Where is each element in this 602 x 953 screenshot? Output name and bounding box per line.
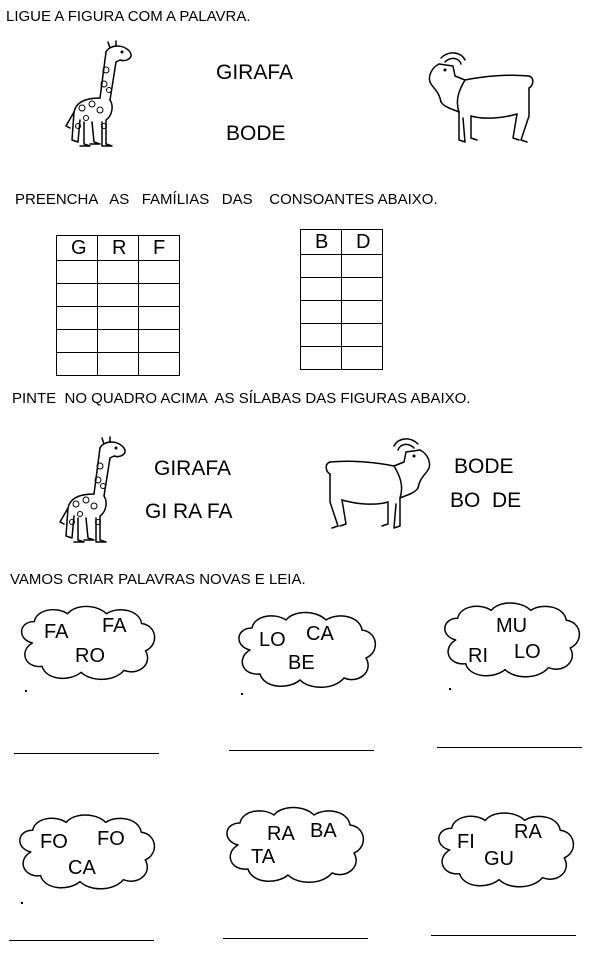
giraffe-image bbox=[62, 40, 138, 155]
table-cell[interactable] bbox=[57, 261, 98, 284]
table-header: B bbox=[301, 230, 342, 255]
table-cell[interactable] bbox=[139, 284, 180, 307]
consonant-table-grf bbox=[56, 235, 180, 376]
table-cell[interactable] bbox=[139, 353, 180, 376]
cloud-syllable: FO bbox=[40, 831, 68, 853]
word-girafa-2: GIRAFA bbox=[154, 457, 232, 480]
syllable-cloud bbox=[11, 812, 159, 892]
cloud-syllable: FI bbox=[457, 831, 475, 853]
cloud-syllable: CA bbox=[306, 623, 334, 645]
table-cell[interactable] bbox=[98, 284, 139, 307]
answer-line[interactable] bbox=[223, 938, 368, 939]
answer-line[interactable] bbox=[14, 753, 159, 754]
table-cell[interactable] bbox=[342, 301, 383, 324]
table-header: R bbox=[98, 236, 139, 261]
table-cell[interactable] bbox=[57, 284, 98, 307]
cloud-syllable: FO bbox=[97, 828, 125, 850]
table-cell[interactable] bbox=[301, 324, 342, 347]
word-bode-2: BODE bbox=[454, 455, 514, 478]
table-cell[interactable] bbox=[342, 255, 383, 278]
cloud-syllable: CA bbox=[68, 857, 96, 879]
table-cell[interactable] bbox=[57, 307, 98, 330]
table-header: G bbox=[57, 236, 98, 261]
instruction-families: PREENCHA AS FAMÍLIAS DAS CONSOANTES ABAIXO. bbox=[15, 191, 438, 208]
table-cell[interactable] bbox=[98, 261, 139, 284]
syllable-cloud bbox=[12, 604, 160, 682]
table-cell[interactable] bbox=[301, 301, 342, 324]
table-cell[interactable] bbox=[342, 347, 383, 370]
dot-mark bbox=[241, 693, 243, 695]
instruction-match: LIGUE A FIGURA COM A PALAVRA. bbox=[6, 8, 251, 25]
syllable-cloud bbox=[436, 600, 584, 680]
table-cell[interactable] bbox=[342, 278, 383, 301]
answer-line[interactable] bbox=[9, 940, 154, 941]
table-cell[interactable] bbox=[301, 278, 342, 301]
cloud-syllable: LO bbox=[514, 641, 541, 663]
table-cell[interactable] bbox=[57, 330, 98, 353]
cloud-syllable: FA bbox=[102, 615, 127, 637]
cloud-syllable: FA bbox=[44, 621, 69, 643]
giraffe-image bbox=[56, 436, 132, 551]
syllables-bode: BO DE bbox=[450, 489, 522, 512]
answer-line[interactable] bbox=[229, 750, 374, 751]
syllable-cloud bbox=[230, 610, 380, 690]
answer-line[interactable] bbox=[431, 935, 576, 936]
cloud-syllable: TA bbox=[251, 846, 276, 868]
cloud-syllable: GU bbox=[484, 848, 514, 870]
instruction-paint: PINTE NO QUADRO ACIMA AS SÍLABAS DAS FIGURAS ABAIXO. bbox=[12, 390, 471, 407]
table-cell[interactable] bbox=[98, 353, 139, 376]
cloud-syllable: LO bbox=[259, 629, 286, 651]
cloud-syllable: RA bbox=[514, 821, 542, 843]
table-cell[interactable] bbox=[139, 330, 180, 353]
cloud-syllable: BA bbox=[310, 820, 337, 842]
word-girafa: GIRAFA bbox=[216, 61, 294, 84]
cloud-syllable: RI bbox=[468, 645, 488, 667]
answer-line[interactable] bbox=[437, 747, 582, 748]
dot-mark bbox=[25, 690, 27, 692]
table-cell[interactable] bbox=[57, 353, 98, 376]
table-cell[interactable] bbox=[301, 347, 342, 370]
table-cell[interactable] bbox=[139, 261, 180, 284]
goat-image bbox=[425, 50, 537, 150]
dot-mark bbox=[449, 688, 451, 690]
cloud-syllable: RA bbox=[267, 823, 295, 845]
cloud-syllable: BE bbox=[288, 652, 315, 674]
dot-mark bbox=[21, 902, 23, 904]
consonant-table-bd bbox=[300, 229, 383, 370]
goat-image bbox=[322, 436, 434, 536]
word-bode: BODE bbox=[226, 122, 286, 145]
table-cell[interactable] bbox=[342, 324, 383, 347]
cloud-syllable: MU bbox=[496, 615, 528, 637]
table-cell[interactable] bbox=[98, 330, 139, 353]
cloud-syllable: RO bbox=[75, 645, 105, 667]
table-header: D bbox=[342, 230, 383, 255]
table-cell[interactable] bbox=[139, 307, 180, 330]
instruction-create-words: VAMOS CRIAR PALAVRAS NOVAS E LEIA. bbox=[10, 571, 306, 588]
table-header: F bbox=[139, 236, 180, 261]
syllables-girafa: GI RA FA bbox=[145, 500, 233, 523]
table-cell[interactable] bbox=[98, 307, 139, 330]
table-cell[interactable] bbox=[301, 255, 342, 278]
